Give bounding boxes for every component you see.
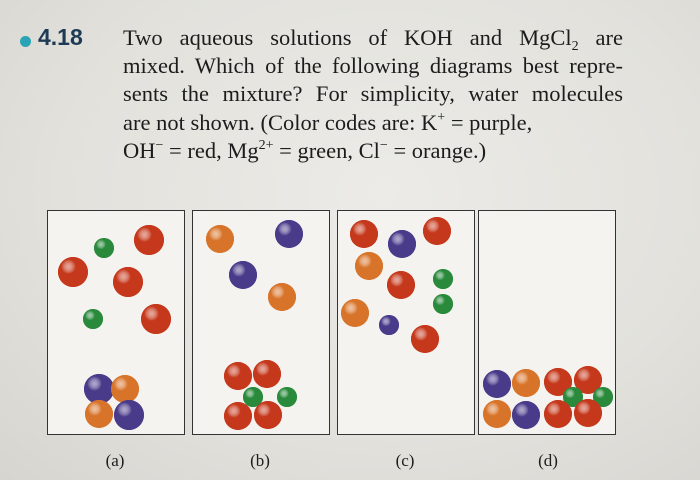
ion-particle-shading <box>83 309 103 329</box>
ion-particle-shading <box>423 217 451 245</box>
ion-particle-shading <box>512 401 540 429</box>
question-number: 4.18 <box>38 24 83 50</box>
ion-particle-shading <box>275 220 303 248</box>
ion-particle-shading <box>544 400 572 428</box>
diagram-a[interactable] <box>47 210 185 435</box>
diagram-b-label: (b) <box>250 451 270 470</box>
diagram-a-particles <box>48 211 186 436</box>
ion-particle-shading <box>114 400 144 430</box>
ion-particle-shading <box>224 402 252 430</box>
ion-particle-shading <box>341 299 369 327</box>
ion-particle-shading <box>113 267 143 297</box>
ion-particle-shading <box>268 283 296 311</box>
question-line-3: sents the mixture? For simplicity, water molecules <box>123 81 623 107</box>
diagram-b-particles <box>193 211 331 436</box>
question-line-4: are not shown. (Color codes are: K+ = purple, <box>123 109 533 135</box>
ion-particle-shading <box>387 271 415 299</box>
ion-particle-shading <box>379 315 399 335</box>
ion-particle-shading <box>433 269 453 289</box>
ion-particle-shading <box>111 375 139 403</box>
ion-particle-shading <box>58 257 88 287</box>
ion-particle-shading <box>85 400 113 428</box>
question-line-1: Two aqueous solutions of KOH and MgCl$_2$ are <box>123 25 623 54</box>
diagram-b[interactable] <box>192 210 330 435</box>
question-line-2: mixed. Which of the following diagrams best repre- <box>123 53 623 79</box>
question-text <box>123 24 623 165</box>
diagram-d-particles <box>479 211 617 436</box>
diagram-c-particles <box>338 211 476 436</box>
diagram-c-label: (c) <box>395 451 415 470</box>
ion-particle-shading <box>411 325 439 353</box>
ion-particle-shading <box>350 220 378 248</box>
diagram-c[interactable] <box>337 210 475 435</box>
ion-particle-shading <box>94 238 114 258</box>
ion-particle-shading <box>512 369 540 397</box>
ion-particle-shading <box>483 400 511 428</box>
diagram-a-label: (a) <box>105 451 125 470</box>
diagram-d[interactable] <box>478 210 616 435</box>
ion-particle-shading <box>277 387 297 407</box>
ion-particle-shading <box>574 399 602 427</box>
ion-particle-shading <box>388 230 416 258</box>
ion-particle-shading <box>355 252 383 280</box>
ion-particle-shading <box>483 370 511 398</box>
question-line-5: OH− = red, $Mg^{2+}$ = green, Cl− = orange.) <box>123 137 487 163</box>
ion-particle-shading <box>206 225 234 253</box>
ion-particle-shading <box>84 374 114 404</box>
ion-particle-shading <box>134 225 164 255</box>
ion-particle-shading <box>141 304 171 334</box>
ion-particle-shading <box>433 294 453 314</box>
ion-particle-shading <box>253 360 281 388</box>
ion-particle-shading <box>254 401 282 429</box>
ion-particle-shading <box>224 362 252 390</box>
ion-particle-shading <box>229 261 257 289</box>
diagram-d-label: (d) <box>538 451 558 470</box>
question-bullet-icon <box>20 36 31 47</box>
